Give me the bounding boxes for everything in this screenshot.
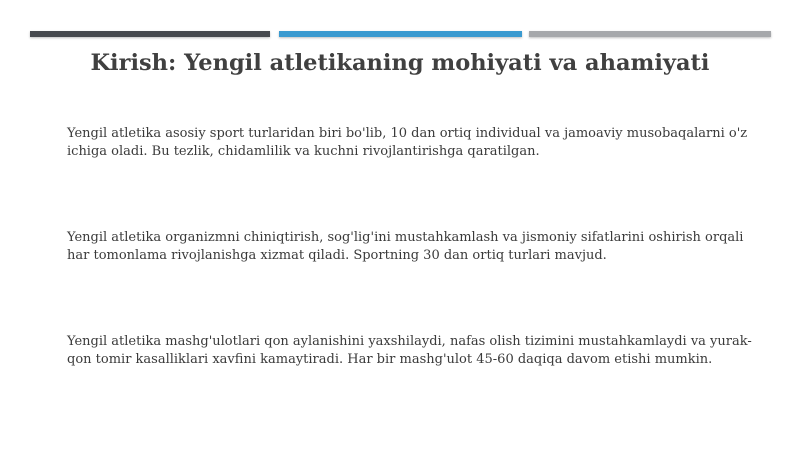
- header-bar-dark: [30, 31, 270, 37]
- paragraph-2: Yengil atletika organizmni chiniqtirish, sog'lig'ini mustahkamlash va jismoniy sifatlarini oshirish orqali har tomonlama rivojlanishga xizmat qiladi. Sportning 30 dan ortiq turlari mavjud.: [67, 230, 744, 263]
- header-bar-gray: [529, 31, 771, 37]
- paragraph-1: Yengil atletika asosiy sport turlaridan biri bo'lib, 10 dan ortiq individual va jamoaviy musobaqalarni o'z ichiga oladi. Bu tezlik, chidamlilik va kuchni rivojlantirishga qaratilgan.: [67, 126, 748, 159]
- slide-title: Kirish: Yengil atletikaning mohiyati va ahamiyati: [90, 50, 710, 76]
- decorative-header-bars: [30, 31, 771, 37]
- header-bar-blue: [279, 31, 522, 37]
- paragraph-3: Yengil atletika mashg'ulotlari qon aylanishini yaxshilaydi, nafas olish tizimini mustahkamlaydi va yurak-qon tomir kasalliklari xavfini kamaytiradi. Har bir mashg'ulot 45-60 daqiqa davom etishi mumkin.: [67, 334, 752, 367]
